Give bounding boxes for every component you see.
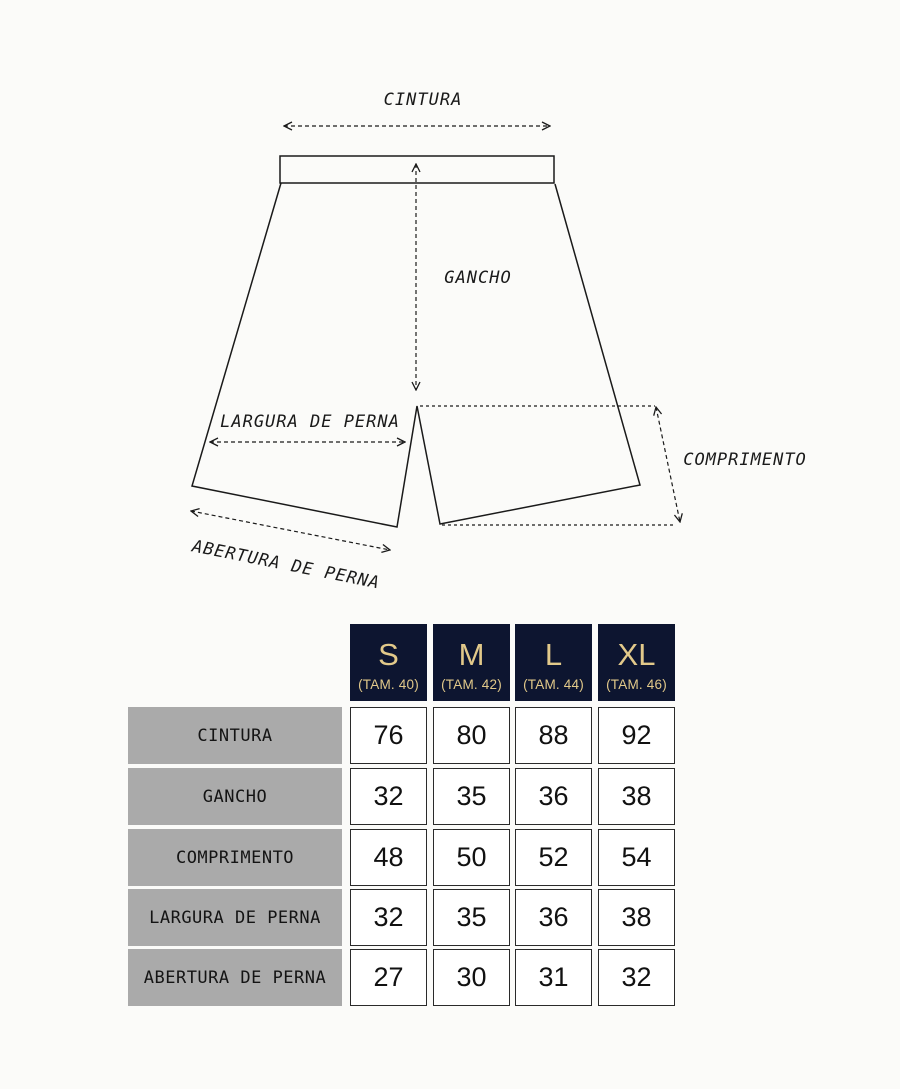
table-cell: 32 [350, 889, 427, 946]
size-letter: XL [617, 637, 656, 672]
table-cell: 76 [350, 707, 427, 764]
row-label-cintura: CINTURA [128, 707, 342, 764]
gancho-diagram-label: GANCHO [444, 268, 512, 288]
row-label-gancho: GANCHO [128, 768, 342, 825]
table-cell: 52 [515, 829, 592, 886]
table-cell: 88 [515, 707, 592, 764]
table-cell: 32 [350, 768, 427, 825]
table-cell: 36 [515, 889, 592, 946]
table-cell: 30 [433, 949, 510, 1006]
table-cell: 35 [433, 768, 510, 825]
table-cell: 38 [598, 768, 675, 825]
row-label-abertura-de-perna: ABERTURA DE PERNA [128, 949, 342, 1006]
row-label-comprimento: COMPRIMENTO [128, 829, 342, 886]
size-letter: L [544, 637, 563, 672]
comprimento-diagram-label: COMPRIMENTO [683, 450, 807, 470]
table-cell: 54 [598, 829, 675, 886]
abertura-de-perna-diagram-label: ABERTURA DE PERNA [190, 536, 382, 594]
table-cell: 32 [598, 949, 675, 1006]
size-number: (TAM. 46) [606, 677, 667, 692]
size-header-m [433, 624, 510, 701]
table-cell: 38 [598, 889, 675, 946]
row-label-largura-de-perna: LARGURA DE PERNA [128, 889, 342, 946]
size-number: (TAM. 42) [441, 677, 502, 692]
table-cell: 50 [433, 829, 510, 886]
table-cell: 36 [515, 768, 592, 825]
largura-de-perna-diagram-label: LARGURA DE PERNA [220, 412, 400, 432]
size-number: (TAM. 40) [358, 677, 419, 692]
cintura-diagram-label: CINTURA [383, 90, 463, 110]
size-header-xl [598, 624, 675, 701]
size-letter: S [378, 637, 399, 672]
table-cell: 48 [350, 829, 427, 886]
size-number: (TAM. 44) [523, 677, 584, 692]
size-letter: M [458, 637, 485, 672]
table-cell: 31 [515, 949, 592, 1006]
table-cell: 27 [350, 949, 427, 1006]
table-cell: 80 [433, 707, 510, 764]
size-header-s [350, 624, 427, 701]
table-cell: 35 [433, 889, 510, 946]
size-header-l [515, 624, 592, 701]
table-cell: 92 [598, 707, 675, 764]
